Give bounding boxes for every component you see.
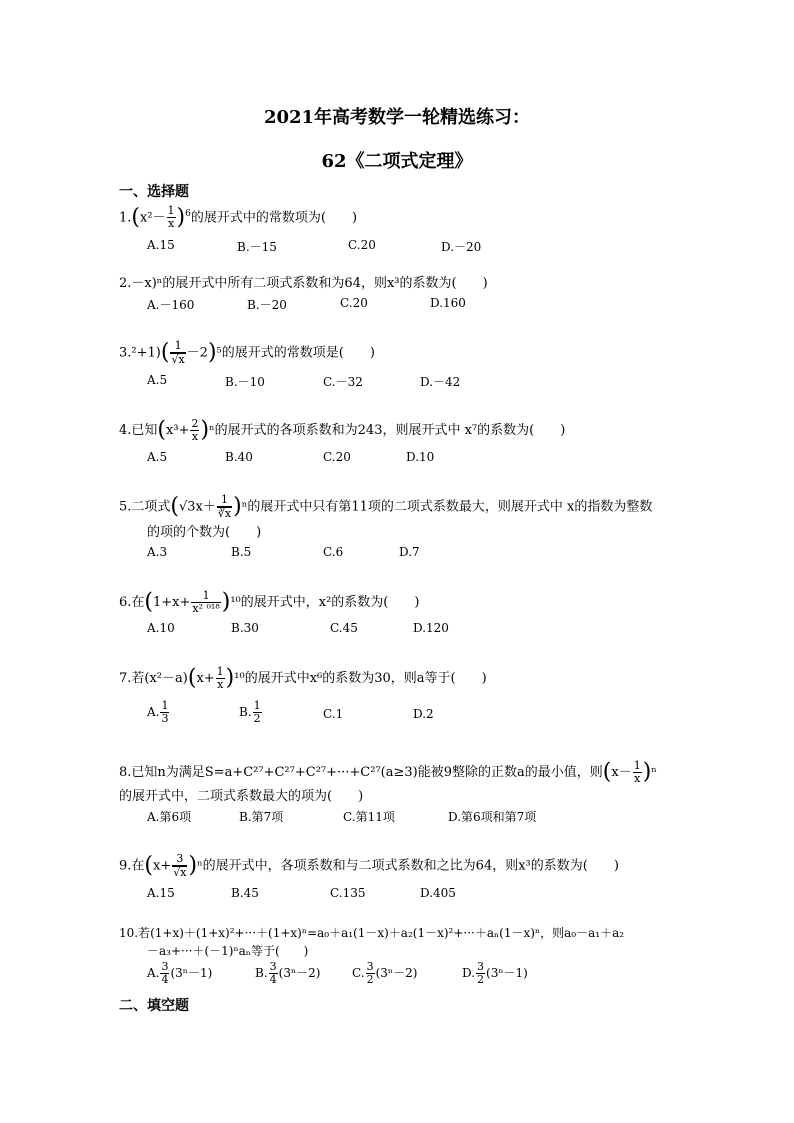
option-c[interactable]: C. $\frac{3}{2}$ (3ⁿ－2) [352,960,418,986]
option-c[interactable]: C.45 [330,621,358,635]
option-b[interactable]: B.－10 [225,375,265,389]
option-b[interactable]: B.5 [231,545,252,559]
question-8-line-2: 的展开式中，二项式系数最大的项为( ) [119,789,364,804]
fraction: $\frac{1}{\text{x² ⁰¹⁸}}$ [192,589,220,615]
page-subtitle: 62《二项式定理》 [321,151,473,172]
option-a[interactable]: A. $\frac{1}{3}$ [147,699,169,725]
question-9: 9.在(x+ $\frac{3}{√x}$ )ⁿ的展开式中，各项系数和与二项式系数和之比为64，则x³的系数为( ) [119,852,619,879]
question-8: 8.已知n为满足S=a+C²⁷+C²⁷+C²⁷+···+C²⁷(a≥3)能被9整除的正数a的最小值，则(x－ $\frac{1}{x}$ )ⁿ [119,759,657,785]
question-10-line-2: －a₃+···＋(－1)ⁿaₙ等于( ) [147,944,309,958]
fraction: $\frac{2}{x}$ [191,417,199,443]
option-c[interactable]: C.135 [330,886,366,900]
section-heading-fill: 二、填空题 [119,998,189,1014]
option-c[interactable]: C.6 [323,545,344,559]
option-d[interactable]: D.－20 [441,240,482,254]
question-2: 2.－x)ⁿ的展开式中所有二项式系数和为64，则x³的系数为( ) [119,276,488,291]
section-heading-choice: 一、选择题 [119,184,189,200]
fraction: $\frac{1}{x}$ [633,759,641,785]
option-c[interactable]: C.20 [340,296,368,310]
option-d[interactable]: D.－42 [420,375,461,389]
page-title: 2021年高考数学一轮精选练习： [263,107,531,128]
option-a[interactable]: A.第6项 [147,810,192,824]
fraction: $\frac{3}{√x}$ [173,852,187,879]
option-a[interactable]: A.15 [147,886,175,900]
option-c[interactable]: C.－32 [323,375,363,389]
option-c[interactable]: C.第11项 [343,810,395,824]
option-b[interactable]: B.45 [231,886,259,900]
option-d[interactable]: D.10 [406,450,435,464]
option-a[interactable]: A.10 [147,621,175,635]
question-7: 7.若(x²－a)(x+ $\frac{1}{x}$ )¹⁰的展开式中x⁶的系数为30，则a等于( ) [119,665,487,691]
option-d[interactable]: D.160 [430,296,466,310]
option-a[interactable]: A.3 [147,545,168,559]
option-a[interactable]: A.5 [147,450,168,464]
option-a[interactable]: A. $\frac{3}{4}$ (3ⁿ－1) [147,960,213,986]
option-d[interactable]: D.第6项和第7项 [448,810,537,824]
option-a[interactable]: A.15 [147,238,175,252]
option-b[interactable]: B. $\frac{3}{4}$ (3ⁿ－2) [255,960,321,986]
fraction: $\frac{1}{x}$ [167,204,175,231]
option-c[interactable]: C.20 [348,238,376,252]
option-d[interactable]: D.7 [399,545,420,559]
option-b[interactable]: B.－20 [247,298,287,312]
option-a[interactable]: A.5 [147,373,168,387]
question-5-line-2: 的项的个数为( ) [147,525,262,540]
fraction: $\frac{1}{∛x}$ [217,493,232,520]
fraction: $\frac{1}{x}$ [216,665,224,691]
question-4: 4.已知(x³+ $\frac{2}{x}$ )ⁿ的展开式的各项系数和为243，则展开式中 x⁷的系数为( ) [119,417,566,443]
option-b[interactable]: B.30 [231,621,259,635]
option-d[interactable]: D.405 [420,886,456,900]
option-d[interactable]: D.120 [413,621,449,635]
option-c[interactable]: C.20 [323,450,351,464]
option-b[interactable]: B.40 [225,450,253,464]
option-b[interactable]: B.－15 [237,240,277,254]
question-5: 5.二项式(√3x＋ $\frac{1}{∛x}$ )ⁿ的展开式中只有第11项的二项式系数最大，则展开式中 x的指数为整数 [119,493,653,520]
option-b[interactable]: B.第7项 [239,810,284,824]
question-6: 6.在(1+x+ $\frac{1}{\text{x² ⁰¹⁸}}$ )¹⁰的展开式中，x²的系数为( ) [119,589,420,615]
option-d[interactable]: D.2 [413,707,434,721]
question-1: 1.(x²－ $\frac{1}{x}$ )$^6$的展开式中的常数项为( ) [119,204,358,231]
fraction: $\frac{1}{√x}$ [171,339,185,366]
option-b[interactable]: B. $\frac{1}{2}$ [239,699,261,725]
option-a[interactable]: A.－160 [147,298,195,312]
option-c[interactable]: C.1 [323,707,344,721]
question-10: 10.若(1+x)＋(1+x)²+···＋(1+x)ⁿ=a₀＋a₁(1－x)＋a₂(1－x)²+···＋aₙ(1－x)ⁿ，则a₀－a₁＋a₂ [119,926,625,940]
question-3: 3.²+1)( $\frac{1}{√x}$ －2)⁵的展开式的常数项是( ) [119,339,375,366]
option-d[interactable]: D. $\frac{3}{2}$ (3ⁿ－1) [462,960,528,986]
